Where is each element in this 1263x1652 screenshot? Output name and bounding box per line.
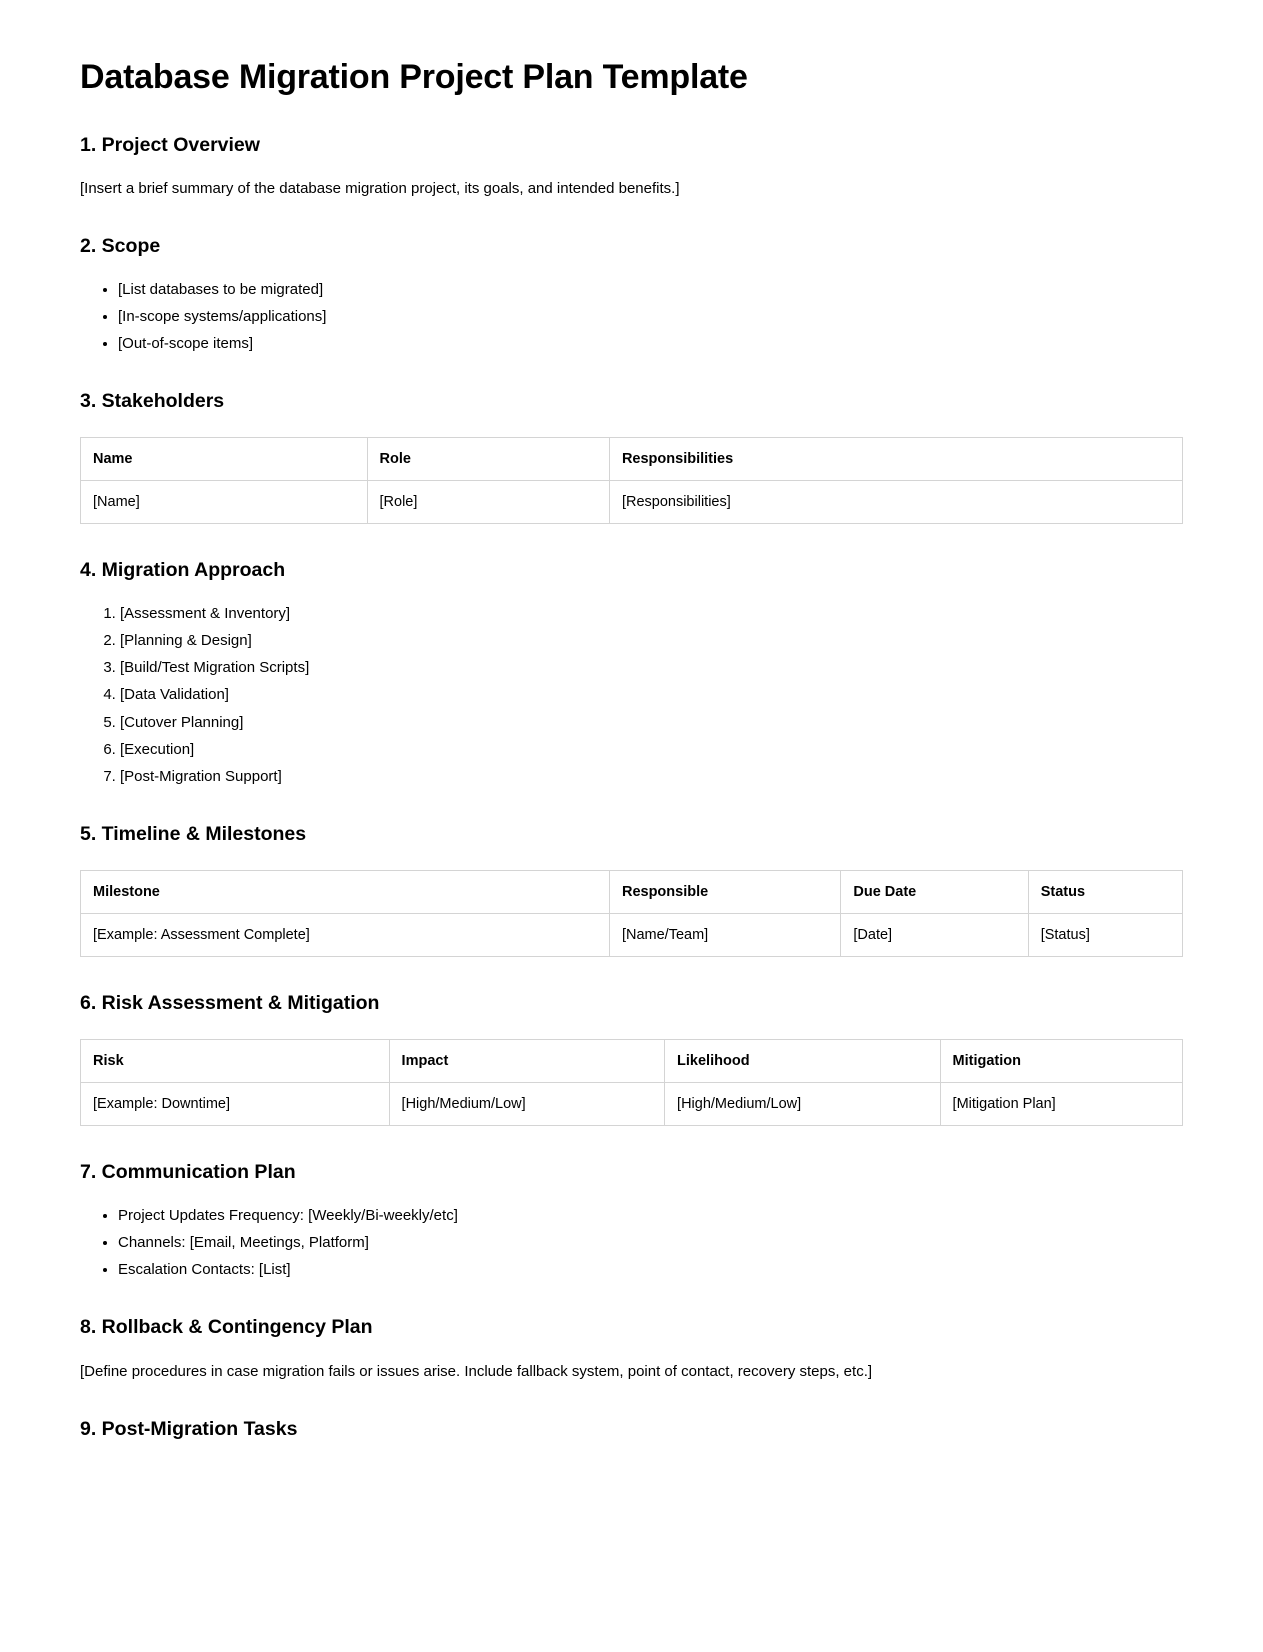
table-cell: [Example: Assessment Complete] — [81, 914, 610, 957]
risk-assessment-table — [80, 1039, 1183, 1127]
table-cell: [High/Medium/Low] — [389, 1083, 665, 1126]
list-item: 4. [Data Validation] — [120, 683, 1183, 706]
section-heading-rollback-contingency: 8. Rollback & Contingency Plan — [80, 1316, 373, 1339]
table-row — [81, 914, 1183, 957]
column-header-risk: Risk — [81, 1039, 390, 1082]
project-overview-text: [Insert a brief summary of the database migration project, its goals, and intended benefits.] — [80, 179, 680, 197]
table-header-row — [81, 1039, 1183, 1082]
list-item: 6. [Execution] — [120, 738, 1183, 761]
timeline-table — [80, 870, 1183, 958]
list-item: 1. [Assessment & Inventory] — [120, 602, 1183, 625]
list-item: • Channels: [Email, Meetings, Platform] — [118, 1231, 1183, 1254]
column-header-impact: Impact — [389, 1039, 665, 1082]
column-header-responsible: Responsible — [609, 870, 840, 913]
table-cell: [Responsibilities] — [609, 481, 1182, 524]
section-heading-scope: 2. Scope — [80, 235, 161, 258]
rollback-contingency-text: [Define procedures in case migration fails or issues arise. Include fallback system, point of contact, recovery steps, etc.] — [80, 1362, 873, 1380]
list-item: • [Out-of-scope items] — [118, 332, 1183, 355]
list-item: 2. [Planning & Design] — [120, 629, 1183, 652]
list-item: 3. [Build/Test Migration Scripts] — [120, 656, 1183, 679]
column-header-due-date: Due Date — [841, 870, 1028, 913]
table-cell: [High/Medium/Low] — [665, 1083, 941, 1126]
table-cell: [Status] — [1028, 914, 1182, 957]
table-header-row — [81, 437, 1183, 480]
table-cell: [Role] — [367, 481, 609, 524]
column-header-likelihood: Likelihood — [665, 1039, 941, 1082]
column-header-milestone: Milestone — [81, 870, 610, 913]
section-heading-stakeholders: 3. Stakeholders — [80, 390, 225, 413]
section-heading-timeline-milestones: 5. Timeline & Milestones — [80, 823, 307, 846]
section-heading-migration-approach: 4. Migration Approach — [80, 559, 286, 582]
table-cell: [Date] — [841, 914, 1028, 957]
table-cell: [Mitigation Plan] — [940, 1083, 1182, 1126]
list-item: • Project Updates Frequency: [Weekly/Bi-weekly/etc] — [118, 1204, 1183, 1227]
column-header-name: Name — [81, 437, 368, 480]
list-item: 5. [Cutover Planning] — [120, 711, 1183, 734]
section-heading-post-migration-tasks: 9. Post-Migration Tasks — [80, 1418, 298, 1441]
column-header-responsibilities: Responsibilities — [609, 437, 1182, 480]
column-header-status: Status — [1028, 870, 1182, 913]
stakeholders-table — [80, 437, 1183, 525]
section-heading-communication-plan: 7. Communication Plan — [80, 1161, 296, 1184]
table-cell: [Example: Downtime] — [81, 1083, 390, 1126]
table-cell: [Name/Team] — [609, 914, 840, 957]
table-row — [81, 481, 1183, 524]
table-row — [81, 1083, 1183, 1126]
page-title: Database Migration Project Plan Template — [80, 58, 748, 96]
section-heading-risk-assessment: 6. Risk Assessment & Mitigation — [80, 992, 380, 1015]
table-header-row — [81, 870, 1183, 913]
column-header-role: Role — [367, 437, 609, 480]
section-heading-project-overview: 1. Project Overview — [80, 133, 260, 156]
list-item: • Escalation Contacts: [List] — [118, 1258, 1183, 1281]
column-header-mitigation: Mitigation — [940, 1039, 1182, 1082]
migration-approach-list — [80, 602, 1183, 789]
list-item: • [List databases to be migrated] — [118, 278, 1183, 301]
communication-plan-list — [80, 1204, 1183, 1282]
table-cell: [Name] — [81, 481, 368, 524]
scope-list — [80, 278, 1183, 356]
list-item: 7. [Post-Migration Support] — [120, 765, 1183, 788]
list-item: • [In-scope systems/applications] — [118, 305, 1183, 328]
